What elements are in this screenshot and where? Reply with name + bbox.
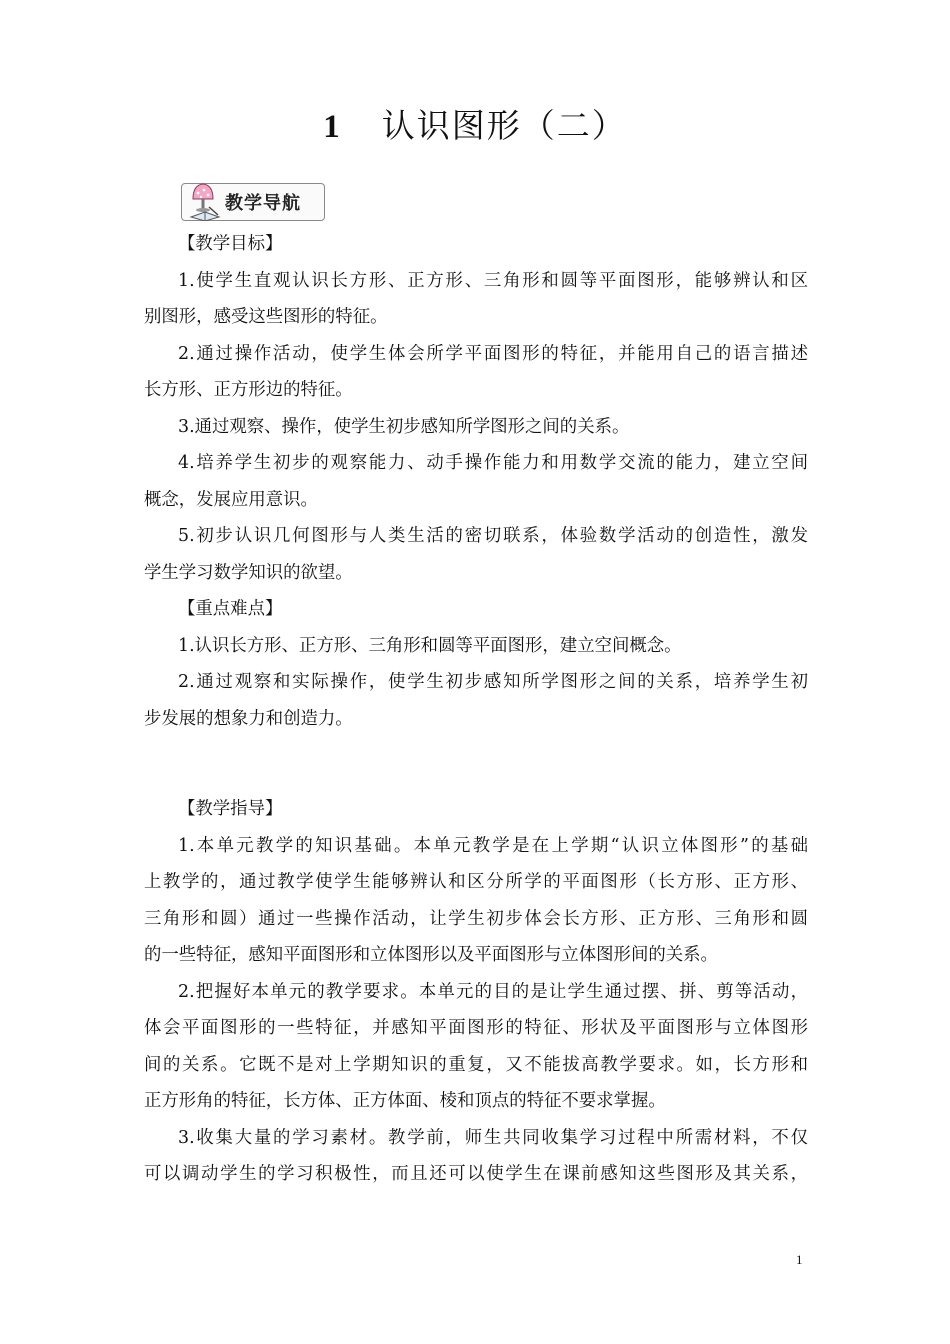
paragraph-line: 概念，发展应用意识。: [144, 489, 318, 510]
paragraph-line: 体会平面图形的一些特征，并感知平面图形的特征、形状及平面图形与立体图形: [144, 1018, 808, 1038]
paragraph-line: 的一些特征，感知平面图形和立体图形以及平面图形与立体图形间的关系。: [144, 945, 718, 965]
paragraph-line: 3.收集大量的学习素材。教学前，师生共同收集学习过程中所需材料，不仅: [178, 1127, 808, 1148]
paragraph-line: 3.通过观察、操作，使学生初步感知所学图形之间的关系。: [178, 416, 630, 437]
paragraph-line: 1.使学生直观认识长方形、正方形、三角形和圆等平面图形，能够辨认和区: [178, 270, 808, 291]
paragraph-line: 步发展的想象力和创造力。: [144, 708, 353, 729]
paragraph-line: 1.本单元教学的知识基础。本单元教学是在上学期“认识立体图形”的基础: [178, 835, 808, 856]
paragraph-line: 4.培养学生初步的观察能力、动手操作能力和用数学交流的能力，建立空间: [178, 453, 808, 473]
objectives-heading: 【教学目标】: [178, 234, 283, 254]
guidance-heading: 【教学指导】: [178, 799, 283, 819]
paragraph-line: 2.通过观察和实际操作，使学生初步感知所学图形之间的关系，培养学生初: [178, 672, 808, 692]
document-body: [144, 226, 808, 1193]
chapter-title: 认识图形（二）: [381, 106, 627, 145]
key-points-heading: 【重点难点】: [178, 599, 283, 619]
paragraph-line: 长方形、正方形边的特征。: [144, 380, 353, 400]
paragraph-line: 可以调动学生的学习积极性，而且还可以使学生在课前感知这些图形及其关系，: [144, 1164, 808, 1184]
lamp-book-icon: [185, 181, 221, 221]
paragraph-line: 正方形角的特征，长方体、正方体面、棱和顶点的特征不要求掌握。: [144, 1091, 666, 1111]
paragraph-line: 2.通过操作活动，使学生体会所学平面图形的特征，并能用自己的语言描述: [178, 343, 808, 364]
section-spacer: [144, 737, 808, 791]
badge-label: 教学导航: [225, 193, 301, 214]
paragraph-line: 三角形和圆）通过一些操作活动，让学生初步体会长方形、正方形、三角形和圆: [144, 908, 808, 929]
paragraph-line: 1.认识长方形、正方形、三角形和圆等平面图形，建立空间概念。: [178, 635, 682, 656]
page-title: [0, 100, 950, 147]
chapter-number: 1: [323, 109, 342, 145]
paragraph-line: 5.初步认识几何图形与人类生活的密切联系，体验数学活动的创造性，激发: [178, 526, 808, 546]
paragraph-line: 2.把握好本单元的教学要求。本单元的目的是让学生通过摆、拼、剪等活动，: [178, 981, 808, 1002]
paragraph-line: 学生学习数学知识的欲望。: [144, 562, 353, 583]
paragraph-line: 别图形，感受这些图形的特征。: [144, 307, 388, 327]
page-number: 1: [796, 1252, 803, 1267]
paragraph-line: 上教学的，通过教学使学生能够辨认和区分所学的平面图形（长方形、正方形、: [144, 872, 808, 892]
teaching-nav-badge: [181, 181, 325, 223]
paragraph-line: 间的关系。它既不是对上学期知识的重复，又不能拔高教学要求。如，长方形和: [144, 1054, 808, 1075]
